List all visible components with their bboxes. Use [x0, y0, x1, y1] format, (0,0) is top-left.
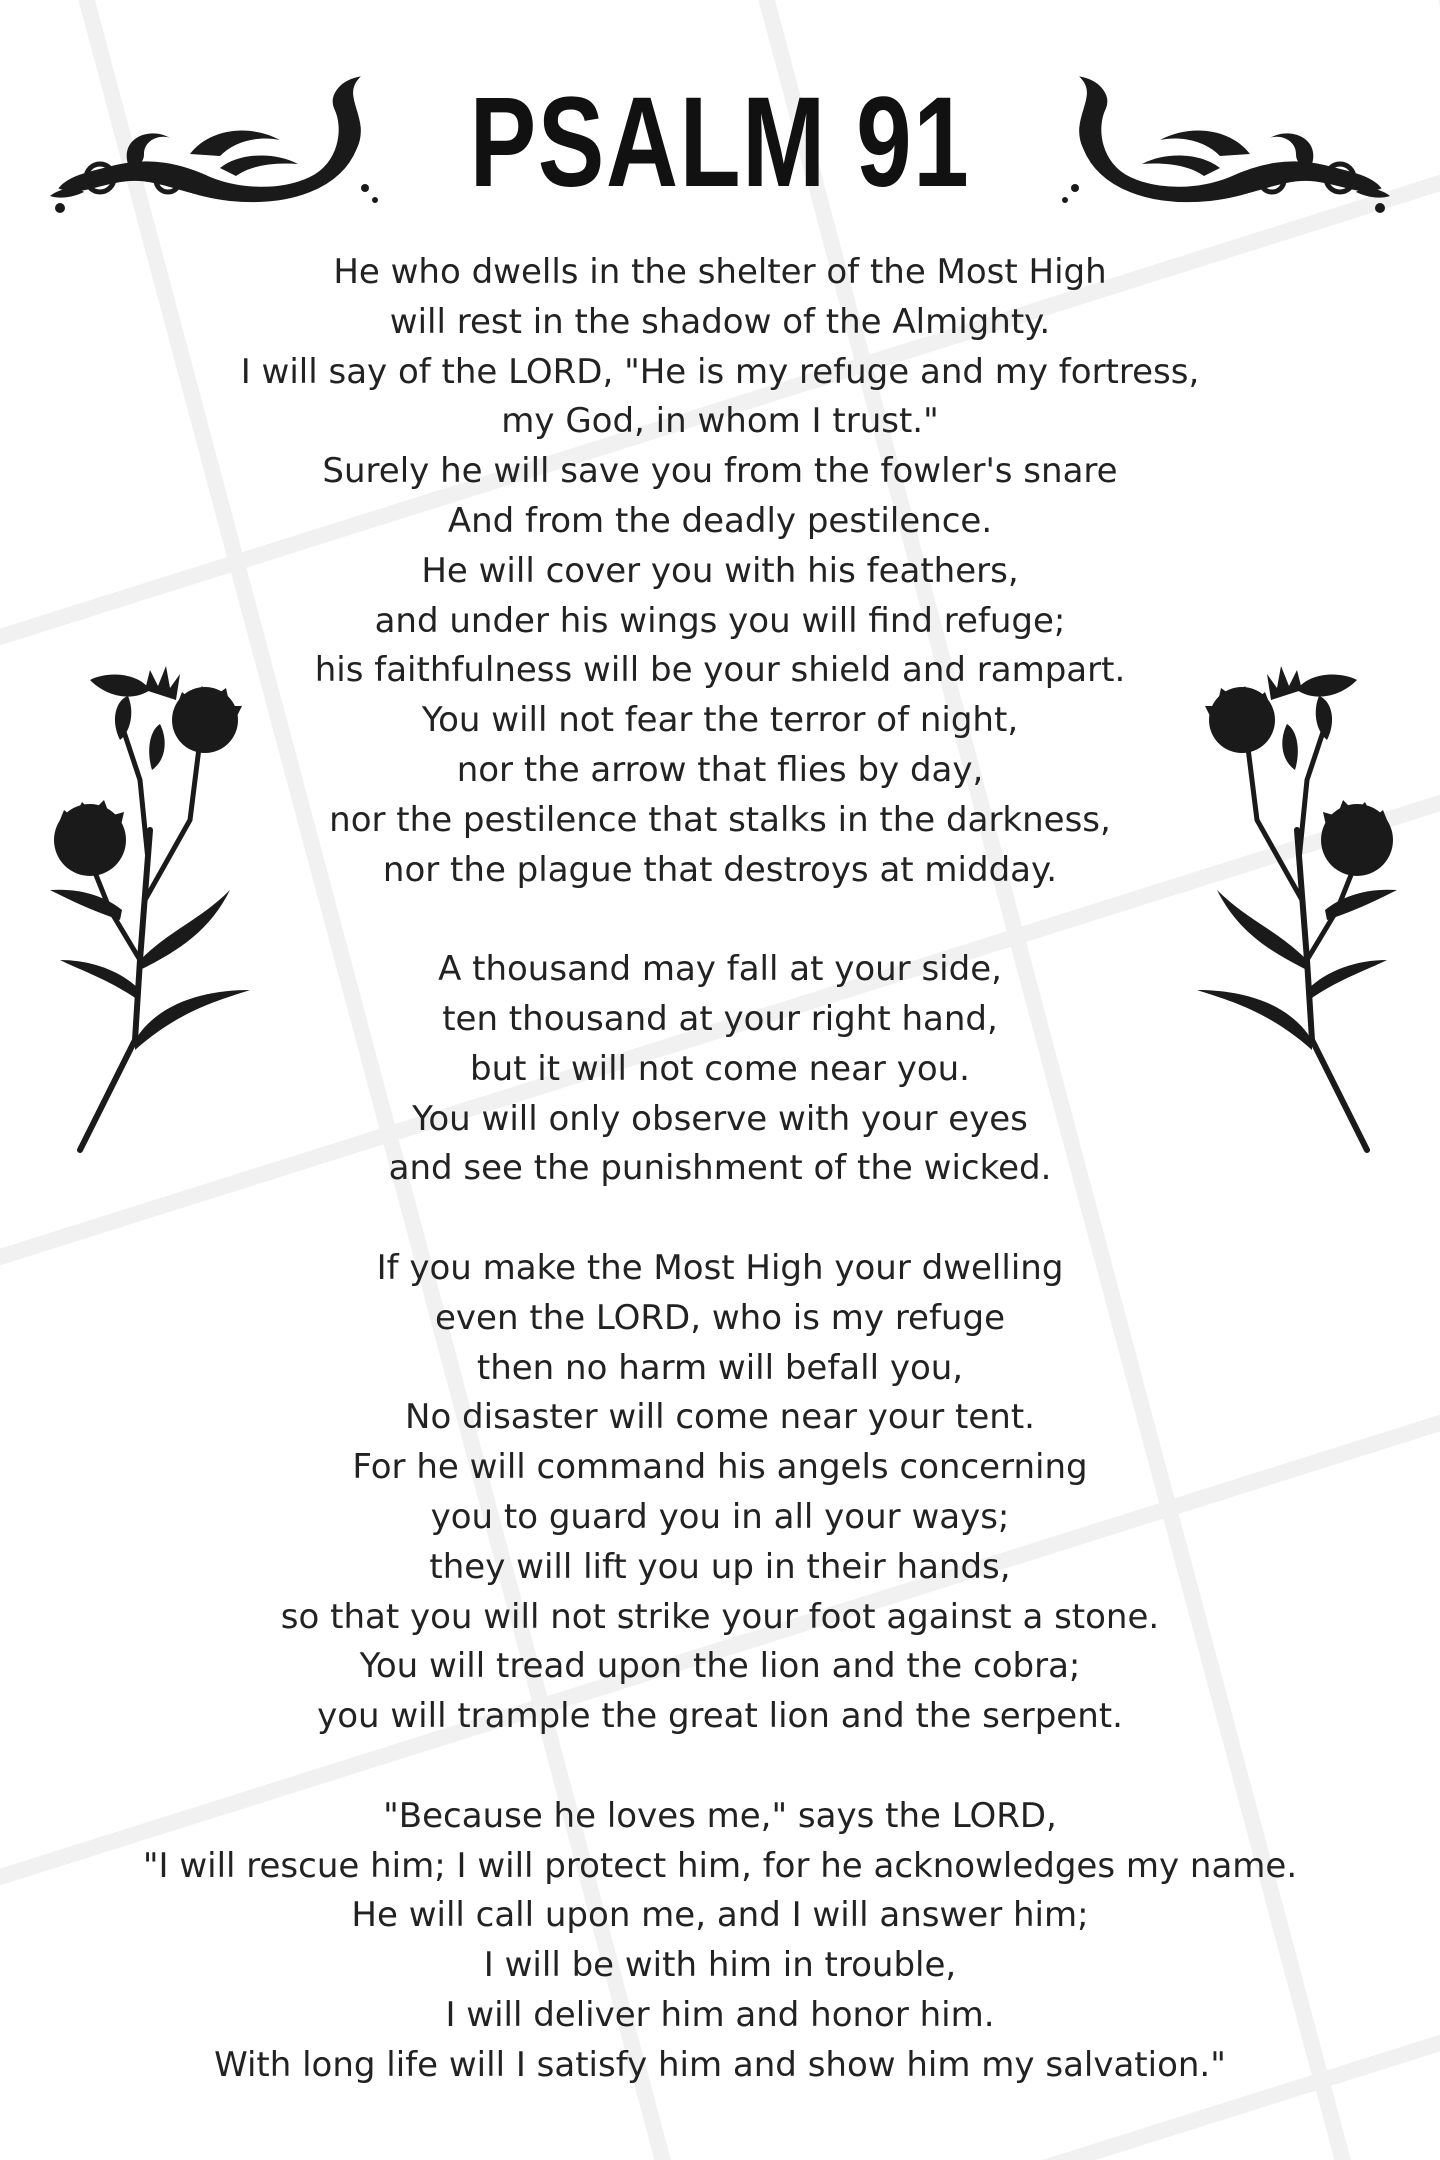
poem-line: I will be with him in trouble, [483, 1945, 957, 1986]
poem-line: He will cover you with his feathers, [421, 550, 1019, 591]
poem-line: If you make the Most High your dwelling [376, 1247, 1064, 1288]
poem-line: so that you will not strike your foot against a stone. [280, 1596, 1160, 1637]
poem-line: "Because he loves me," says the LORD, [383, 1795, 1057, 1836]
poem-line: his faithfulness will be your shield and rampart. [314, 650, 1126, 691]
page-title: PSALM 91 [469, 71, 971, 214]
poem-line: but it will not come near you. [469, 1048, 970, 1089]
poem-line: You will tread upon the lion and the cobra; [359, 1646, 1081, 1687]
poem-line: nor the arrow that flies by day, [456, 749, 984, 790]
poem-line: and under his wings you will find refuge; [374, 600, 1066, 641]
poem-line: my God, in whom I trust." [501, 401, 939, 442]
poem-line: No disaster will come near your tent. [405, 1397, 1035, 1438]
poem-line: even the LORD, who is my refuge [435, 1297, 1005, 1338]
poem-line: Surely he will save you from the fowler's snare [322, 451, 1118, 492]
stanza [120, 1792, 1320, 2091]
poem-line: I will say of the LORD, "He is my refuge and my fortress, [240, 351, 1200, 392]
poem-line: then no harm will befall you, [476, 1347, 964, 1388]
poem-line: and see the punishment of the wicked. [388, 1148, 1052, 1189]
poem-line: With long life will I satisfy him and show him my salvation." [214, 2044, 1226, 2085]
poem-line: will rest in the shadow of the Almighty. [389, 301, 1051, 342]
poem-line: ten thousand at your right hand, [442, 998, 998, 1039]
poem-line: they will lift you up in their hands, [429, 1546, 1011, 1587]
poem-line: you to guard you in all your ways; [430, 1496, 1010, 1537]
poem-line: A thousand may fall at your side, [438, 949, 1002, 990]
poem-line: "I will rescue him; I will protect him, for he acknowledges my name. [142, 1845, 1298, 1886]
poem-line: He will call upon me, and I will answer him; [351, 1895, 1089, 1936]
poem-line: You will only observe with your eyes [412, 1098, 1028, 1139]
stanza [120, 1244, 1320, 1742]
poem-line: I will deliver him and honor him. [445, 1994, 995, 2035]
poem-line: You will not fear the terror of night, [421, 700, 1019, 741]
poem-line: you will trample the great lion and the serpent. [317, 1696, 1123, 1737]
poem-line: nor the pestilence that stalks in the darkness, [329, 799, 1111, 840]
stanza [120, 248, 1320, 895]
poem-line: And from the deadly pestilence. [447, 500, 993, 541]
psalm-text [120, 248, 1320, 2090]
stanza [120, 945, 1320, 1194]
poem-line: nor the plague that destroys at midday. [382, 849, 1058, 890]
poem-line: For he will command his angels concerning [352, 1447, 1088, 1488]
poem-line: He who dwells in the shelter of the Most High [333, 252, 1107, 292]
